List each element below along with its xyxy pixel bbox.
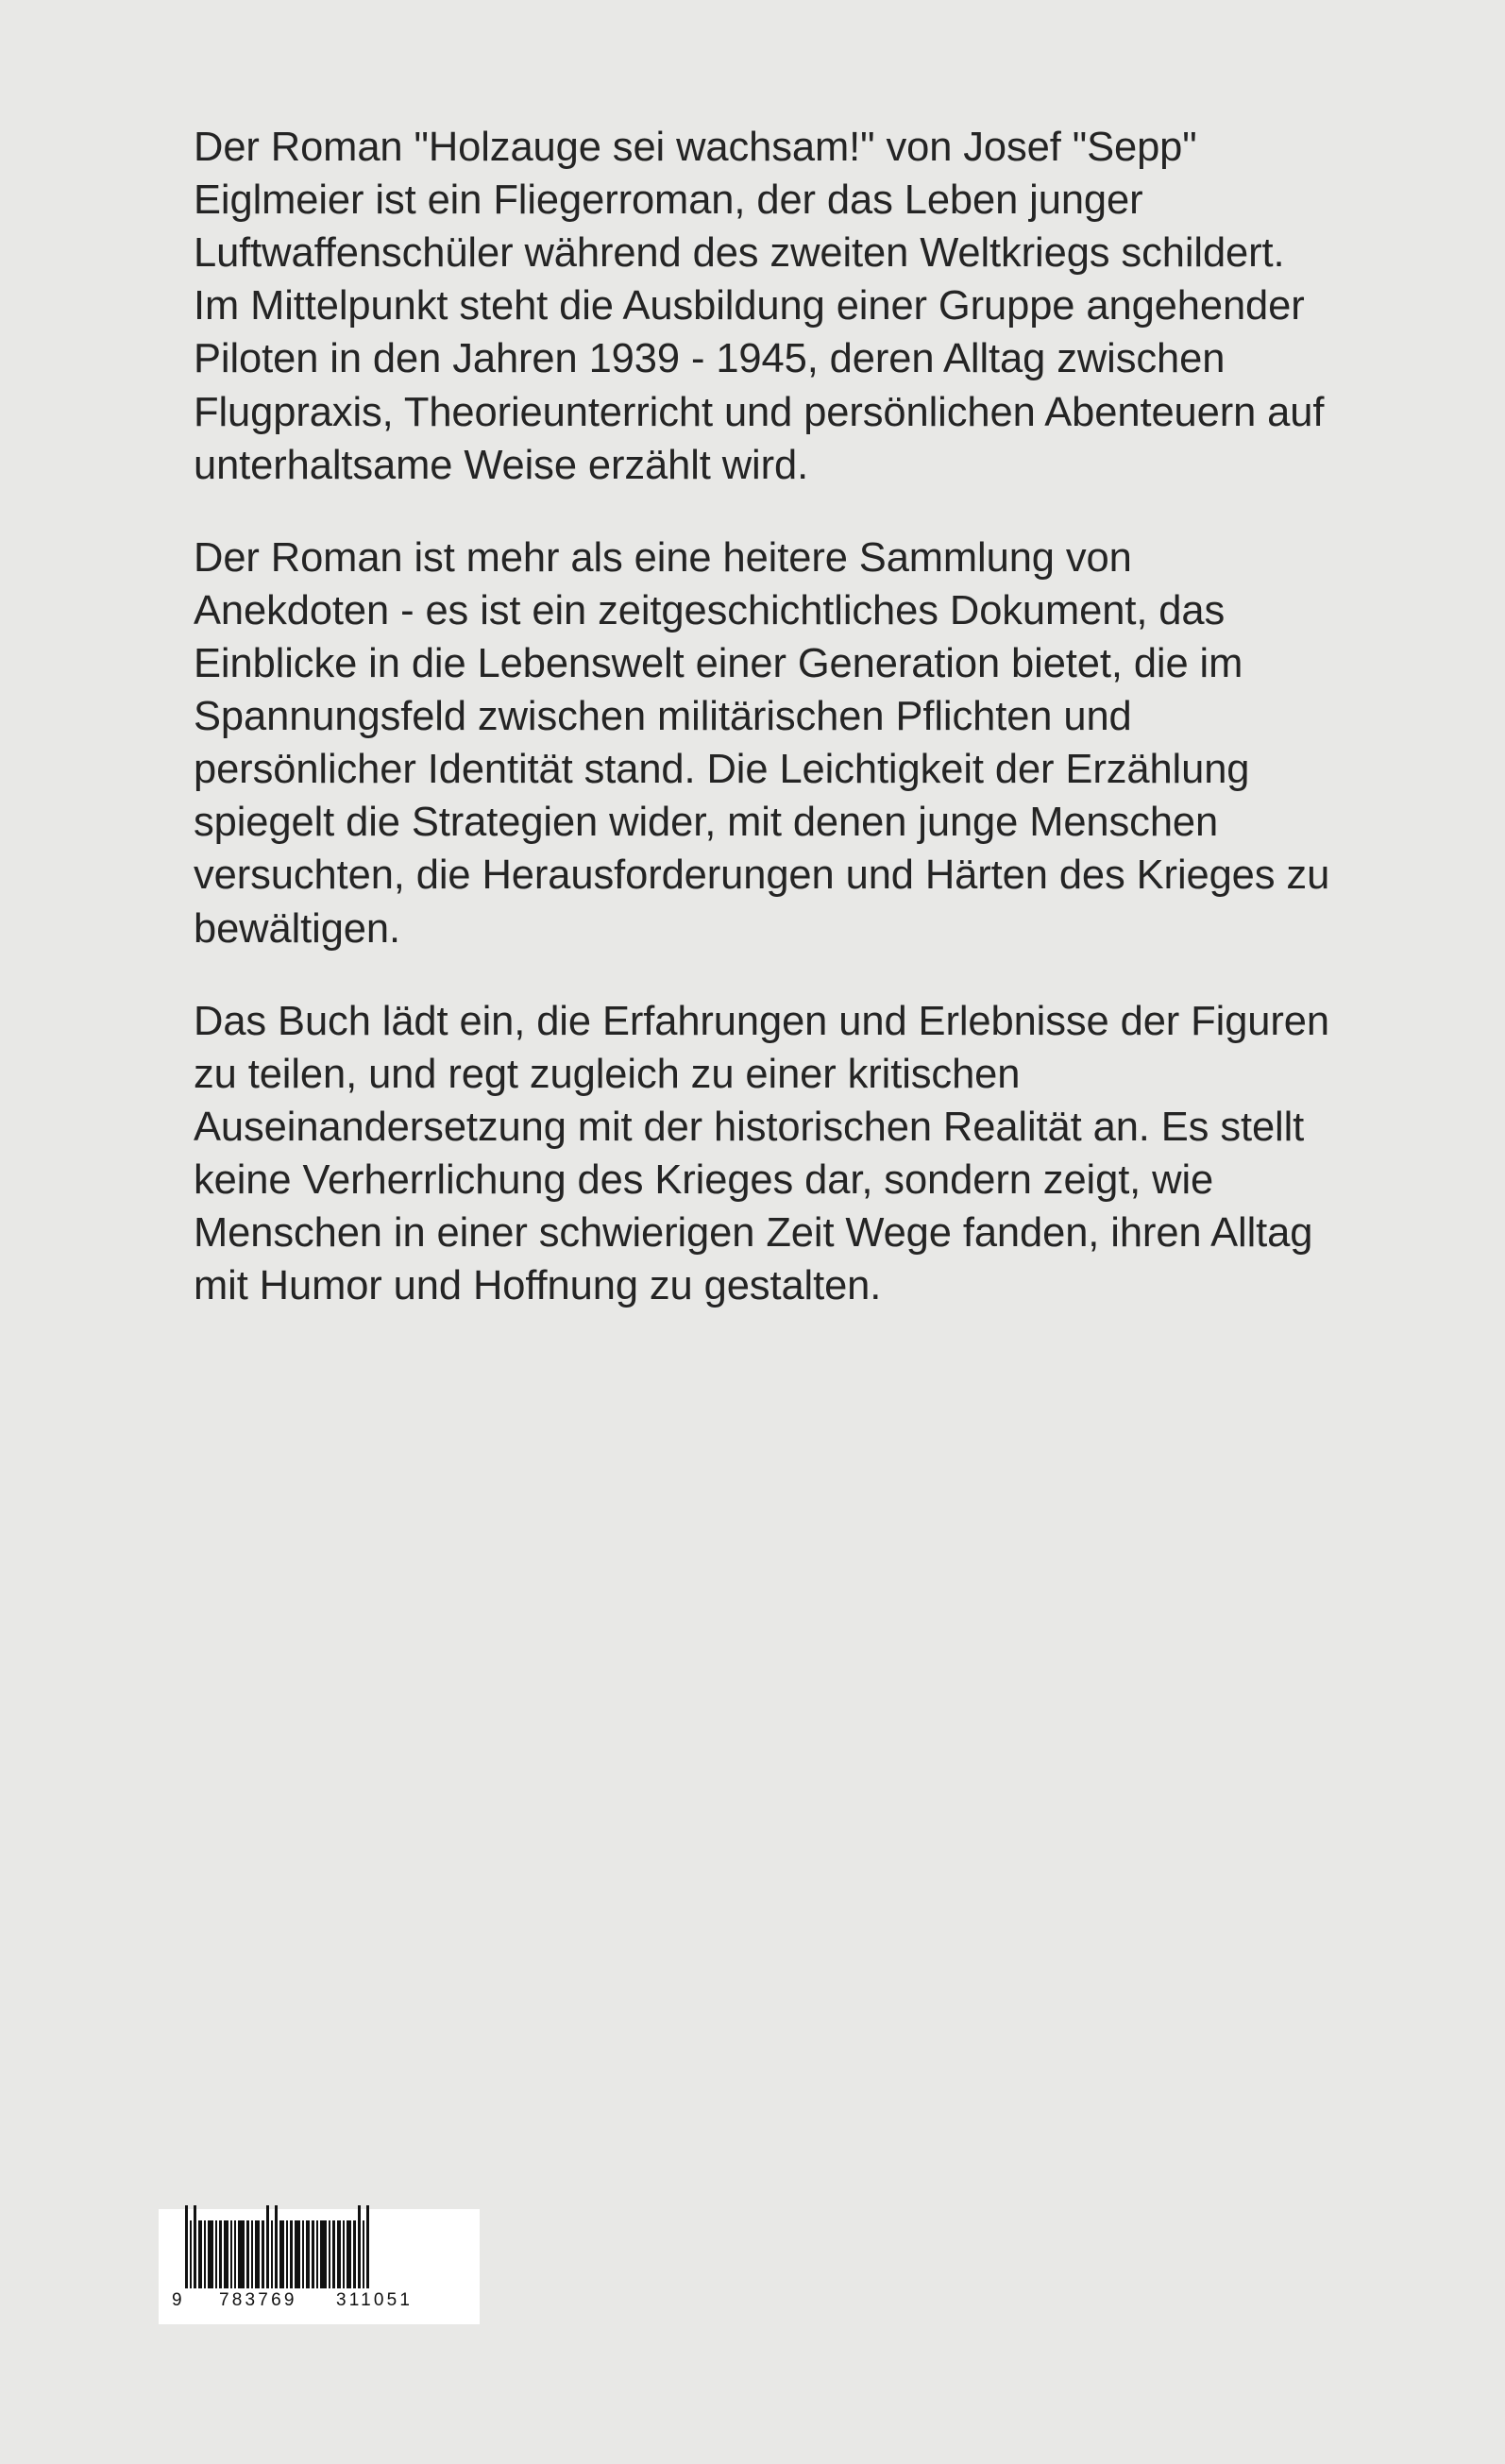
barcode-digits: [172, 2290, 459, 2317]
blurb-paragraph-1: Der Roman "Holzauge sei wachsam!" von Josef "Sepp" Eiglmeier ist ein Fliegerroman, der das Leben junger Luftwaffenschüler während des zweiten Weltkriegs schildert. Im Mittelpunkt steht die Ausbildung einer Gruppe angehender Piloten in den Jahren 1939 - 1945, deren Alltag zwischen Flugpraxis, Theorieunterricht und persönlichen Abenteuern auf unterhaltsame Weise erzählt wird.: [194, 125, 1325, 488]
blurb-paragraph-2: Der Roman ist mehr als eine heitere Sammlung von Anekdoten - es ist ein zeitgeschichtliches Dokument, das Einblicke in die Lebenswelt einer Generation bietet, die im Spannungsfeld zwischen militärischen Pflichten und persönlicher Identität stand. Die Leichtigkeit der Erzählung spiegelt die Strategien wider, mit denen junge Menschen versuchten, die Herausforderungen und Härten des Krieges zu bewältigen.: [194, 534, 1330, 952]
barcode-digit-group-2: 311051: [336, 2290, 414, 2310]
blurb-paragraph-3: Das Buch lädt ein, die Erfahrungen und Erlebnisse der Figuren zu teilen, und regt zugleich zu einer kritischen Auseinandersetzung mit der historischen Realität an. Es stellt keine Verherrlichung des Krieges dar, sondern zeigt, wie Menschen in einer schwierigen Zeit Wege fanden, ihren Alltag mit Humor und Hoffnung zu gestalten.: [194, 998, 1329, 1309]
isbn-barcode: [159, 2209, 480, 2324]
blurb-text-block: [194, 121, 1331, 1312]
barcode-icon: [185, 2220, 459, 2288]
barcode-digit-left: 9: [172, 2290, 183, 2310]
barcode-digit-group-1: 783769: [219, 2290, 297, 2310]
